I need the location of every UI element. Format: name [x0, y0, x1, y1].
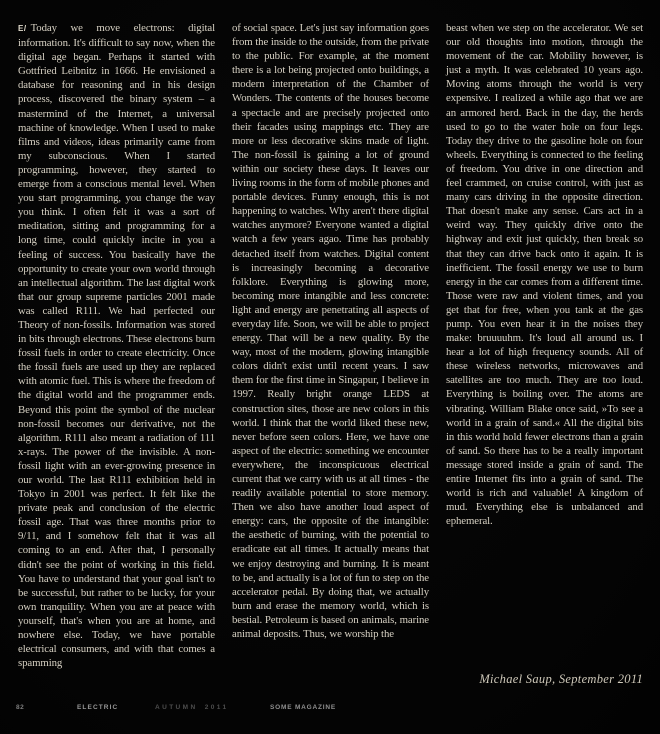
column-1-text: Today we move electrons: digital information. It's difficult to say now, when the digital age began. Perhaps it started with Gottfried Leibnitz in 1666. He envisioned a database for reasoning and in his design process, discovered the binary system – a mastermind of the Internet, a universal machine of knowledge. When I used to make films and videos, ideas primarily came from my subconscious. When I started programming, however, they started to emerge from a conscious mental level. When you start programming, you change the way you think. I often felt it was a sort of meditation, sitting and programming for a long time, could quickly incite in you a feeling of success. You basically have the opportunity to create your own world through an intellectual algorithm. The last digital work that our group supreme particles 2001 made was called R111. We had perfected our Theory of non-fossils. Information was stored in bits through electrons. These electrons burn fossil fuels in order to create electricity. Once the fossil fuels are used up they are replaced with atomic fuel. This is where the freedom of the digital world and the programmer ends. Beyond this point the symbol of the nuclear non-fossil becomes our derivative, not the algorithm. R111 also meant a radiation of 111 x-rays. The power of the invisible. A non-fossil light with an ever-growing presence in our world. The last R111 exhibition held in Tokyo in 2001 was perfect. It felt like the private peak and conclusion of the electric fossil age. That was three months prior to 9/11, and I somehow felt that it was all coming to an end. After that, I personally didn't see the point of working in this field. You have to understand that your goal isn't to be successful, but rather to be lucky, for your own tranquility. When you are at peace with yourself, that's when you are at home, and nowhere else. Today, we have portable electrical consumers, and with that comes a spamming: [18, 22, 215, 670]
article-column-1: [18, 21, 215, 671]
article-body: [18, 21, 645, 671]
author-signature: Michael Saup, September 2011: [479, 672, 643, 686]
column-2-text: of social space. Let's just say information goes from the inside to the outside, from the private to the public. For example, at the moment there is a lot being projected onto buildings, a modern interpretation of the Chamber of Wonders. The contents of the houses become a spectacle and are precisely projected onto their facades using mappings etc. They are more or less decorative skins made of light. The non-fossil is gaining a lot of ground within our society these days. It leaves our living rooms in the form of mobile phones and portable devices. Funny enough, this is not happening to watches. Why aren't there digital watches anymore? Everyone wanted a digital watch a few years agao. Time has probably detached itself from watches. Digital content is increasingly becoming a decorative folklore. Everything is glowing more, becoming more intangible and less concrete: light and energy are penetrating all aspects of everyday life. Soon, we will be able to project energy. That will be a new quality. By the way, most of the modern, glowing intangible colors didn't exist until recent years. I saw them for the first time in Singapur, I believe in 1997. Really bright orange LEDS at construction sites, those are new colors in this world. I think that the world liked these new, never before seen colors. Here, we have one aspect of the electric: something we encounter everywhere, the inconspicuous electrical current that we carry with us at all times - the readily available potential to store memory. Then we also have another loud aspect of energy: cars, the opposite of the intangible: the aesthetic of burning, with the potential to eradicate eat all times. It actually means that we enjoy destroying and burning. It is meant to be, and actually is a lot of fun to step on the accelerator pedal. By doing that, we actually burn and erase the memory world, which is bestial. Petroleum is based on animals, marine animal deposits. Thus, we worship the: [232, 22, 430, 641]
page-number: 82: [16, 704, 25, 711]
column-3-text: beast when we step on the accelerator. We set our old thoughts into motion, through the movement of the car. Mobility however, is just a myth. It was celebrated 10 years ago. Moving atoms through the world is very expensive. I realized a while ago that we are an armored herd. Back in the day, the herds used to go to the water hole on four legs. Today they drive to the gasoline hole on four wheels. Everything is connected to the feeling of freedom. You drive in one direction and feel crammed, on cruise control, with just as many cars driving in the opposite direction. That doesn't make any sense. Cars act in a weird way. They quickly drive onto the highway and exit just quickly, then break so that they can drive back onto it again. It is inefficient. The fossil energy we use to burn energy in the car comes from a different time. Those were raw and violent times, and you get that for free, when you tank at the gas pump. You even hear it in the noises they make: bruuuuhm. It's loud all around us. I hear a lot of high frequency sounds. All of these wireless networks, microwaves and satellites are too much. They are too loud. Everything is boiling over. The atoms are vibrating. William Blake once said, »To see a world in a grain of sand.« All the digital bits in this world hold fewer electrons than a grain of sand. So there has to be a really important message stored inside a grain of sand. The entire Internet fits into a grain of sand. The world is rich and valuable! A kingdom of mud. Everything else is unbalanced and ephemeral.: [446, 22, 643, 528]
page-footer: [0, 702, 660, 716]
article-column-2: [232, 21, 429, 671]
footer-magazine-name: SOME MAGAZINE: [270, 704, 337, 711]
article-column-3: [446, 21, 643, 671]
footer-section-title: ELECTRIC: [77, 704, 119, 711]
footer-issue-label: AUTUMN 2011: [155, 704, 229, 711]
paragraph-marker: E/: [18, 24, 27, 33]
